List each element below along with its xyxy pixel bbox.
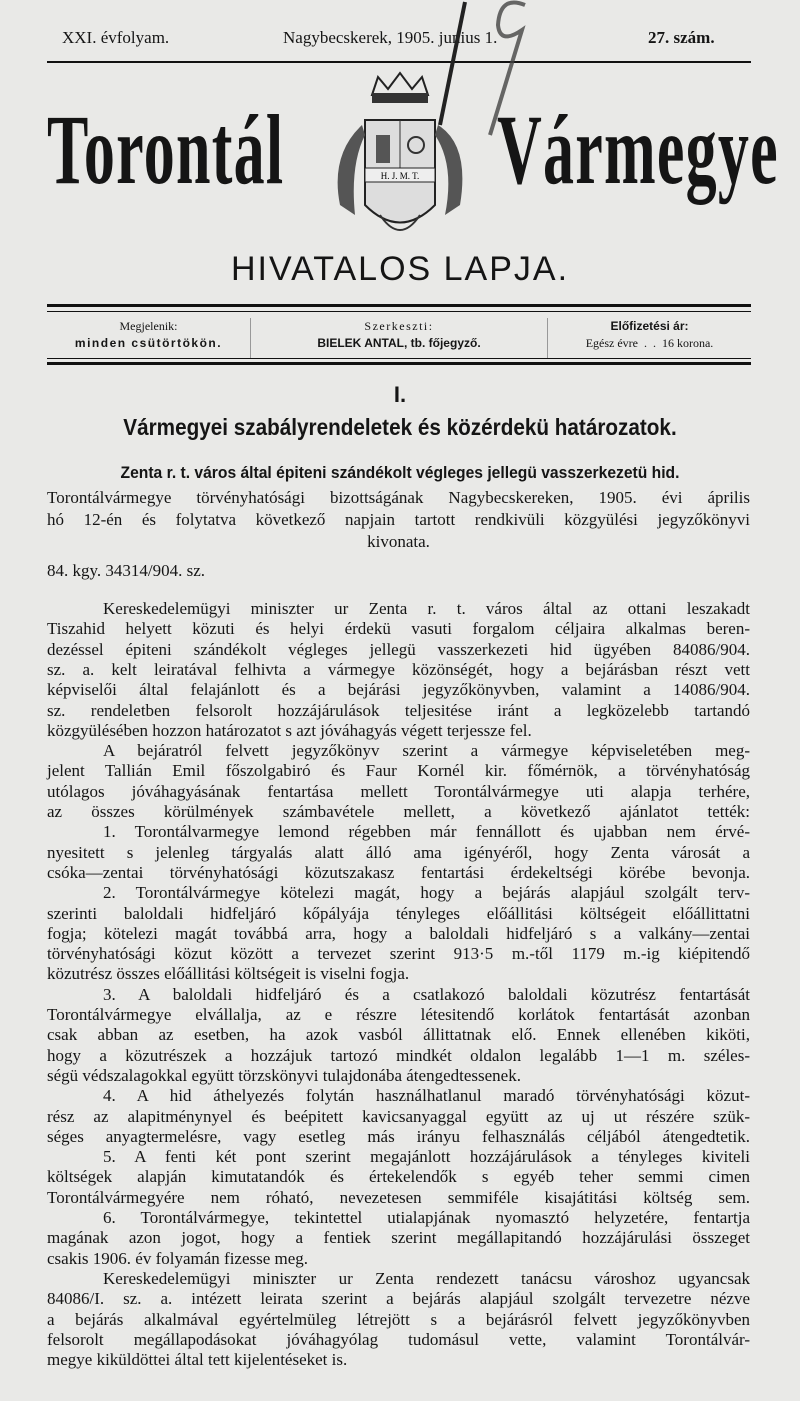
body-line: csak abban az esetben, ha azok vasból állittatnak elő. Ennek ellenében kiköti,: [47, 1025, 750, 1045]
published-label: Megjelenik:: [119, 319, 178, 333]
body-line: 84086/I. sz. a. intézett leirata szerint a bejárás alapjául szolgált tervezetre nézve: [47, 1289, 750, 1309]
header-rule: [47, 61, 751, 63]
intro-line: hó 12-én és folytatva következő napjain tartott rendkivüli közgyülési jegyzőkönyvi: [47, 510, 750, 529]
body-line: magának azon jogot, hogy a fentiek szerint megállapitandó hozzájárulási összeget: [47, 1228, 750, 1248]
body-line: Torontálvármegyére nem róható, nevezetesen semmiféle kisajátitási költség sem.: [47, 1187, 750, 1207]
body-line: csakis 1906. év folyamán fizesse meg.: [47, 1248, 309, 1268]
body-line: jelent Tallián Emil főszolgabiró és Faur Kornél kir. főmérnök, a törvényhatóság: [47, 761, 750, 781]
info-rule-bottom: [47, 362, 751, 365]
body-line: Torontálvármegye elvállalja, az e részre létesitendő korlátok fentartását azonban: [47, 1005, 750, 1024]
price-value: Egész évre . . 16 korona.: [585, 336, 714, 350]
body-line: 4. A hid áthelyezés folytán használhatlanul maradó törvényhatósági közut-: [103, 1086, 750, 1106]
body-line: A bejáratról felvett jegyzőkönyv szerint a vármegye képviseletében meg-: [103, 741, 750, 761]
body-line: Tiszahid helyett közuti és helyi érdekü vasuti forgalom céljaira alkalmas beren-: [47, 619, 750, 639]
body-line: csóka—zentai törvényhatósági közutszakasz fentartási érdekeltségi körébe bevonja.: [47, 862, 750, 882]
published-value: minden csütörtökön.: [74, 336, 223, 350]
body-line: 3. A baloldali hidfeljáró és a csatlakozó baloldali közutrész fentartását: [103, 984, 750, 1004]
article-headline: Zenta r. t. város által épiteni szándékolt végleges jellegü vasszerkezetü hid.: [120, 463, 680, 482]
body-line: törvényhatósági közut között a tervezet szerint 913·5 m.-től 1179 m.-ig kiépitendő: [47, 944, 750, 964]
body-line: dezéssel épiteni szándékolt végleges jellegü vasszerkezeti hid ügyében 84086/904.: [47, 639, 750, 659]
body-line: sz. a. kelt leiratával felhivta a vármegye közönségét, hogy a bejárásban részt vett: [47, 659, 750, 679]
place-date: Nagybecskerek, 1905. junius 1.: [283, 28, 498, 47]
title-left: Torontál: [47, 94, 285, 205]
crest-text: H. J. M. T.: [380, 171, 420, 181]
reference-number: 84. kgy. 34314/904. sz.: [47, 561, 206, 580]
price-label: Előfizetési ár:: [610, 319, 689, 333]
body-line: 5. A fenti két pont szerint megajánlott hozzájárulások a tényleges kiviteli: [103, 1147, 750, 1167]
body-line: az összes körülmények számbavétele mellett, a következő ajánlatot tették:: [47, 802, 750, 821]
body-line: 2. Torontálvármegye kötelezi magát, hogy a bejárás alapjául szolgált terv-: [103, 883, 750, 903]
handwritten-mark-icon: [430, 0, 540, 140]
body-line: felsorolt megállapodásokat jóváhagyólag tudomásul vette, valamint Torontálvár-: [47, 1329, 750, 1349]
intro-line: kivonata.: [367, 532, 430, 551]
info-editor: [251, 318, 547, 356]
body-line: nyesitett s jelenleg tárgyalás alatt álló ama igényéről, hogy Zenta városát a: [47, 842, 750, 862]
body-line: Kereskedelemügyi miniszter ur Zenta rendezett tanácsu városhoz ugyancsak: [103, 1268, 750, 1288]
body-line: Kereskedelemügyi miniszter ur Zenta r. t. város által az ottani leszakadt: [103, 599, 750, 618]
body-line: fogja; kötelezi magát továbbá arra, hogy a baloldali hidfeljáró s a valkány—zentai: [47, 923, 750, 943]
body-line: költségek alapján kimutatandók és értekelendők s egyéb teher semmi cimen: [47, 1167, 750, 1187]
section-title: Vármegyei szabályrendeletek és közérdekü határozatok.: [123, 414, 677, 440]
body-line: utólagos jóváhagyásának fentartása mellett Torontálvármegye uti alapja terhére,: [47, 781, 750, 801]
info-rule-top: [47, 304, 751, 307]
body-line: ségü védszalagokkal együtt törzskönyvi tulajdonába átengedtessenek.: [47, 1065, 521, 1085]
info-rule-bottom-thin: [47, 358, 751, 359]
title-right: Vármegye: [497, 94, 779, 205]
body-line: séges anyagtermelésre, vagy esetleg más irányu felhasználás céljából átengedtetik.: [47, 1126, 750, 1146]
body-line: a bejárás alkalmával egyértelmüleg létrejött s a bejárásról felvett jegyzőkönyvben: [47, 1309, 750, 1329]
body-line: szerinti baloldali hidfeljáró kőpályája tényleges előállitási költségeit előállittatni: [47, 903, 750, 923]
body-line: 1. Torontálvarmegye lemond régebben már fennállott és ujabban nem érvé-: [103, 822, 750, 842]
section-number: I.: [393, 382, 407, 407]
body-line: közgyülésében hozzon határozatot s azt jóváhagyás végett terjessze fel.: [47, 720, 532, 740]
info-rule-top-thin: [47, 311, 751, 312]
info-published: [47, 318, 250, 356]
editor-label: Szerkeszti:: [364, 319, 434, 333]
editor-value: BIELEK ANTAL, tb. főjegyző.: [317, 336, 481, 350]
body-line: képviselői által felajánlott és a bejárási jegyzőkönyvben, valamint a 14086/904.: [47, 680, 750, 700]
volume-label: XXI. évfolyam.: [62, 28, 170, 47]
body-line: sz. rendeletben felsorolt hozzájárulások teljesitése iránt a legközelebb tartandó: [47, 700, 750, 720]
body-line: közutrész összes előállitási költségeit is viselni fogja.: [47, 964, 410, 984]
subtitle: HIVATALOS LAPJA.: [230, 250, 570, 288]
body-line: 6. Torontálvármegye, tekintettel utialapjának nyomasztó helyzetére, fentartja: [103, 1208, 750, 1227]
body-line: megye kiküldöttei által tett kijelentéseket is.: [47, 1350, 348, 1370]
info-price: [548, 318, 751, 356]
body-line: hogy a közutrészek a hozzájuk tartozó mindkét oldalon legalább 1—1 m. széles-: [47, 1045, 750, 1065]
issue-number: 27. szám.: [648, 28, 715, 47]
body-line: rész az alapitménynyel és beépitett kavicsanyaggal együtt az uj ut részére szük-: [47, 1106, 750, 1126]
intro-line: Torontálvármegye törvényhatósági bizottságának Nagybecskereken, 1905. évi április: [47, 488, 750, 507]
